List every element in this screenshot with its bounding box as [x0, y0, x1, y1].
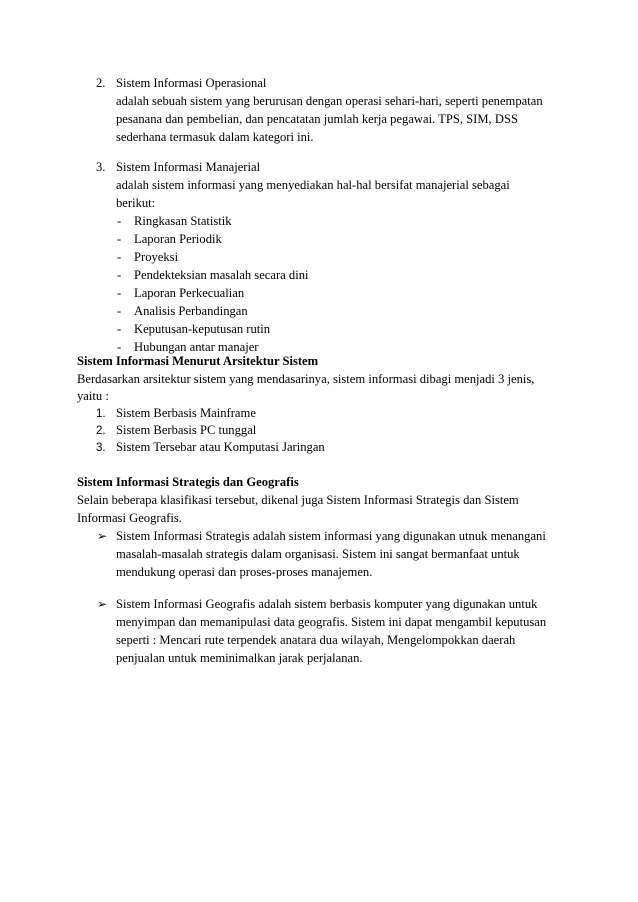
paragraph-line: Informasi Geografis. [77, 511, 182, 525]
list-number: 2. [96, 425, 106, 437]
dash-bullet: - [117, 322, 122, 336]
list-number: 1. [96, 408, 106, 420]
paragraph-line: yaitu : [77, 389, 109, 403]
dash-bullet: - [117, 250, 122, 264]
section-title: Sistem Informasi Operasional [116, 76, 267, 90]
section-heading: Sistem Informasi Strategis dan Geografis [77, 475, 299, 489]
list-item: Sistem Tersebar atau Komputasi Jaringan [116, 440, 325, 454]
list-item: Sistem Berbasis PC tunggal [116, 423, 257, 437]
list-item: Hubungan antar manajer [134, 340, 259, 354]
paragraph-line: seperti : Mencari rute terpendek anatara dua wilayah, Mengelompokkan daerah [116, 633, 516, 647]
paragraph-line: berikut: [116, 196, 156, 210]
section-heading: Sistem Informasi Menurut Arsitektur Sistem [77, 354, 319, 368]
paragraph-line: Sistem Informasi Strategis adalah sistem informasi yang digunakan utnuk menangani [116, 529, 546, 543]
paragraph-line: masalah-masalah strategis dalam organisasi. Sistem ini sangat bermanfaat untuk [116, 547, 520, 561]
dash-bullet: - [117, 340, 122, 354]
paragraph-line: Sistem Informasi Geografis adalah sistem berbasis komputer yang digunakan untuk [116, 597, 538, 611]
list-item: Laporan Periodik [134, 232, 222, 246]
paragraph-line: mendukung operasi dan proses-proses manajemen. [116, 565, 373, 579]
list-item: Keputusan-keputusan rutin [134, 322, 271, 336]
paragraph-line: Berdasarkan arsitektur sistem yang mendasarinya, sistem informasi dibagi menjadi 3 jenis, [77, 372, 535, 386]
list-number: 2. [96, 76, 106, 90]
arrow-bullet-icon: ➢ [97, 597, 108, 611]
list-item: Sistem Berbasis Mainframe [116, 406, 256, 420]
paragraph-line: menyimpan dan memanipulasi data geografis. Sistem ini dapat mengambil keputusan [116, 615, 547, 629]
list-number: 3. [96, 160, 106, 174]
paragraph-line: Selain beberapa klasifikasi tersebut, dikenal juga Sistem Informasi Strategis dan Sistem [77, 493, 519, 507]
dash-bullet: - [117, 214, 122, 228]
list-item: Analisis Perbandingan [134, 304, 248, 318]
paragraph-line: sederhana termasuk dalam kategori ini. [116, 130, 314, 144]
list-item: Proyeksi [134, 250, 179, 264]
section-title: Sistem Informasi Manajerial [116, 160, 261, 174]
dash-bullet: - [117, 286, 122, 300]
list-item: Pendekteksian masalah secara dini [134, 268, 309, 282]
dash-bullet: - [117, 232, 122, 246]
paragraph-line: penjualan untuk meminimalkan jarak perjalanan. [116, 651, 363, 665]
paragraph-line: adalah sebuah sistem yang berurusan dengan operasi sehari-hari, seperti penempatan [116, 94, 543, 108]
paragraph-line: adalah sistem informasi yang menyediakan hal-hal bersifat manajerial sebagai [116, 178, 510, 192]
arrow-bullet-icon: ➢ [97, 529, 108, 543]
dash-bullet: - [117, 268, 122, 282]
dash-bullet: - [117, 304, 122, 318]
list-item: Laporan Perkecualian [134, 286, 245, 300]
list-item: Ringkasan Statistik [134, 214, 232, 228]
list-number: 3. [96, 442, 106, 454]
paragraph-line: pesanana dan pembelian, dan pencatatan jumlah kerja pegawai. TPS, SIM, DSS [116, 112, 518, 126]
